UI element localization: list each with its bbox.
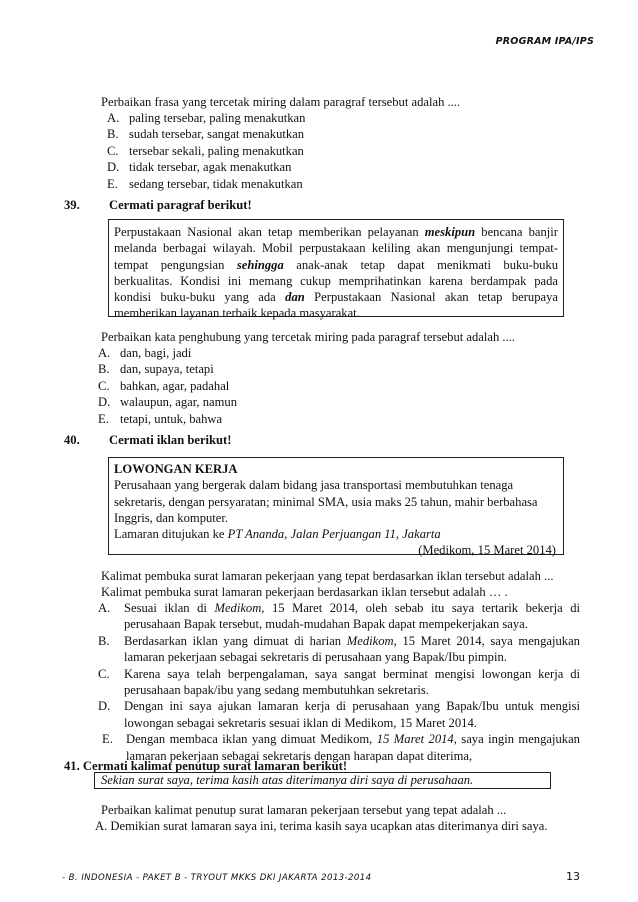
q40-heading xyxy=(64,433,231,448)
ad-title: LOWONGAN KERJA xyxy=(114,462,238,476)
q40-option-d[interactable]: D. Dengan ini saya ajukan lamaran kerja di perusahaan yang Bapak/Ibu untuk mengisi lowongan sebagai sekretaris sesuai iklan di Medikom, 15 Maret 2014. xyxy=(98,699,580,730)
q39-options xyxy=(98,345,237,427)
ad-line: Inggris, dan komputer. xyxy=(114,510,229,525)
q41-title: 41. Cermati kalimat penutup surat lamaran berikut! xyxy=(64,759,348,773)
q39-para-line: Perpustakaan Nasional akan tetap memberikan pelayanan meskipun bencana banjir xyxy=(114,225,558,239)
q39-option-a[interactable]: A. dan, bagi, jadi xyxy=(98,346,192,360)
q39-italic-word: sehingga xyxy=(236,257,284,272)
q39-option-c[interactable]: C. bahkan, agar, padahal xyxy=(98,378,230,393)
q40-option-b[interactable]: B. Berdasarkan iklan yang dimuat di harian Medikom, 15 Maret 2014, saya mengajukan lamaran pekerjaan sebagai sekretaris di perusahaan yang Bapak/Ibu pimpin. xyxy=(98,633,580,665)
q39-para-line: melanda berbagai wilayah. Mobil perpustakaan keliling akan mengunjungi tempat- xyxy=(114,241,558,256)
q38-option-d[interactable]: D. tidak tersebar, agak menakutkan xyxy=(107,160,292,175)
q41-prompt: Perbaikan kalimat penutup surat lamaran pekerjaan tersebut yang tepat adalah ... xyxy=(101,803,507,817)
q39-italic-word: meskipun xyxy=(424,225,476,239)
q38-prompt: Perbaikan frasa yang tercetak miring dalam paragraf tersebut adalah .... xyxy=(101,95,461,109)
ad-line: Lamaran ditujukan ke PT Ananda, Jalan Perjuangan 11, Jakarta xyxy=(114,527,441,542)
q39-heading xyxy=(64,198,252,213)
q40-number: 40. xyxy=(64,433,80,447)
ad-address: PT Ananda, Jalan Perjuangan 11, Jakarta xyxy=(227,527,441,542)
q39-title: Cermati paragraf berikut! xyxy=(109,198,252,212)
page-footer: - B. INDONESIA - PAKET B - TRYOUT MKKS DKI JAKARTA 2013-2014 xyxy=(62,873,372,883)
q38-option-e[interactable]: E. sedang tersebar, tidak menakutkan xyxy=(107,176,303,191)
q39-number: 39. xyxy=(64,198,80,212)
q38-option-c[interactable]: C. tersebar sekali, paling menakutkan xyxy=(107,143,304,158)
q41-closing-box: Sekian surat saya, terima kasih atas diterimanya diri saya di perusahaan. xyxy=(94,772,551,789)
q40-option-a[interactable]: A. Sesuai iklan di Medikom, 15 Maret 2014, oleh sebab itu saya tertarik bekerja di perusahaan Bapak tersebut, mudah-mudahan Bapak dapat mempekerjakan saya. xyxy=(98,601,580,632)
q39-option-e[interactable]: E. tetapi, untuk, bahwa xyxy=(98,411,223,426)
q38-option-b[interactable]: B. sudah tersebar, sangat menakutkan xyxy=(107,127,305,142)
q39-prompt: Perbaikan kata penghubung yang tercetak miring pada paragraf tersebut adalah .... xyxy=(101,330,516,344)
q41-option-a[interactable]: A. Demikian surat lamaran saya ini, terima kasih saya ucapkan atas diterimanya diri saya. xyxy=(95,819,548,833)
page-number: 13 xyxy=(566,870,580,883)
q39-option-b[interactable]: B. dan, supaya, tetapi xyxy=(98,362,214,377)
q40-option-e[interactable]: E. Dengan membaca iklan yang dimuat Medikom, 15 Maret 2014, saya ingin mengajukan lamaran pekerjaan sebagai sekretaris dengan harapan dapat diterima, xyxy=(102,732,580,763)
q39-option-d[interactable]: D. walaupun, agar, namun xyxy=(98,395,237,410)
q39-italic-word: dan xyxy=(285,290,305,305)
q40-prompt-2: Kalimat pembuka surat lamaran pekerjaan berdasarkan iklan tersebut adalah … . xyxy=(101,585,508,599)
q40-title: Cermati iklan berikut! xyxy=(109,433,232,447)
q39-para-line: kondisi buku-buku yang ada dan Perpustakaan Nasional akan tetap berupaya xyxy=(114,290,558,305)
q40-option-c[interactable]: C. Karena saya telah berpengalaman, saya sangat berminat mengisi lowongan kerja di perusahaan bapak/ibu yang sedang membutuhkan sekretaris. xyxy=(98,666,580,698)
q40-options xyxy=(98,600,580,764)
ad-line: sekretaris, dengan persyaratan; minimal SMA, usia maks 25 tahun, mahir berbahasa xyxy=(114,494,538,509)
q38-option-a[interactable]: A. paling tersebar, paling menakutkan xyxy=(107,111,306,125)
q39-paragraph-box xyxy=(108,219,564,321)
q39-para-line: berkualitas. Kondisi ini memang cukup memprihatinkan karena berdampak pada xyxy=(114,273,558,288)
q38-options xyxy=(107,110,305,192)
page-header: PROGRAM IPA/IPS xyxy=(495,36,594,47)
ad-source: (Medikom, 15 Maret 2014) xyxy=(418,543,556,558)
q40-ad-box xyxy=(108,457,564,558)
ad-line: Perusahaan yang bergerak dalam bidang jasa transportasi membutuhkan tenaga xyxy=(114,478,514,493)
q39-para-line: memberikan layanan terbaik kepada masyarakat. xyxy=(114,306,360,321)
q39-para-line: tempat pengungsian sehingga anak-anak tetap dapat menikmati buku-buku xyxy=(114,257,559,272)
q40-prompt-1: Kalimat pembuka surat lamaran pekerjaan yang tepat berdasarkan iklan tersebut adalah ... xyxy=(101,569,554,583)
